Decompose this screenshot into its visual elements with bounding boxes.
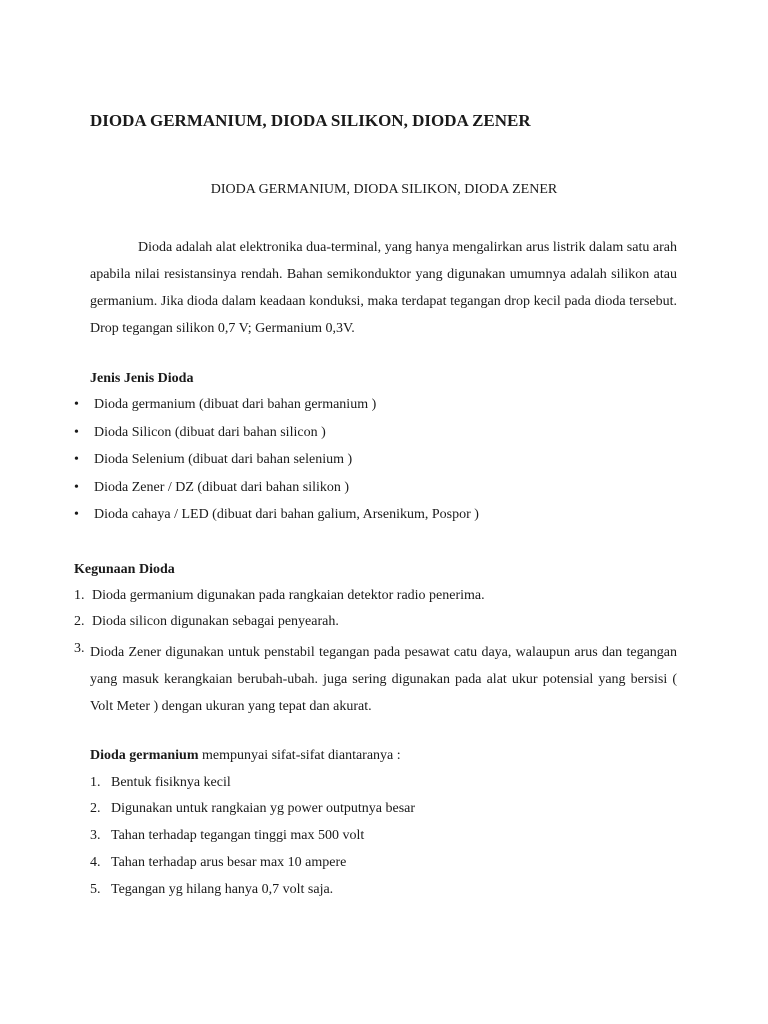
- sifat-heading: [90, 748, 401, 764]
- list-item-text: Digunakan untuk rangkaian yg power outputnya besar: [111, 801, 416, 816]
- list-number: 2.: [90, 801, 101, 816]
- list-item-text: Dioda Selenium (dibuat dari bahan selenium ): [94, 452, 353, 467]
- kegunaan-heading: Kegunaan Dioda: [74, 562, 175, 577]
- sifat-heading-bold: Dioda germanium: [90, 748, 199, 763]
- bullet-icon: •: [74, 480, 79, 495]
- list-item-text: Bentuk fisiknya kecil: [111, 775, 231, 790]
- list-number: 1.: [90, 775, 101, 790]
- list-item-text: Dioda Zener digunakan untuk penstabil tegangan pada pesawat catu daya, walaupun arus dan tegangan yang masuk kerangkaian berubah-ubah. juga sering digunakan pada alat ukur potensial yang bersisi ( Volt Meter ) dengan ukuran yang tepat dan akurat.: [90, 645, 677, 714]
- list-item-text: Tahan terhadap tegangan tinggi max 500 volt: [111, 828, 365, 843]
- document-title: DIODA GERMANIUM, DIODA SILIKON, DIODA ZENER: [90, 111, 531, 130]
- list-number: 4.: [90, 855, 101, 870]
- list-number: 1.: [74, 588, 85, 603]
- list-number: 5.: [90, 882, 101, 897]
- intro-paragraph: Dioda adalah alat elektronika dua-terminal, yang hanya mengalirkan arus listrik dalam satu arah apabila nilai resistansinya rendah. Bahan semikonduktor yang digunakan umumnya adalah silikon atau germanium. Jika dioda dalam keadaan konduksi, maka terdapat tegangan drop kecil pada dioda tersebut. Drop tegangan silikon 0,7 V; Germanium 0,3V.: [90, 240, 677, 336]
- bullet-icon: •: [74, 452, 79, 467]
- list-item-text: Dioda germanium digunakan pada rangkaian detektor radio penerima.: [92, 588, 485, 603]
- list-number: 3.: [74, 641, 85, 656]
- list-item-text: Dioda germanium (dibuat dari bahan germanium ): [94, 397, 377, 412]
- jenis-heading: Jenis Jenis Dioda: [90, 371, 194, 386]
- bullet-icon: •: [74, 507, 79, 522]
- bullet-icon: •: [74, 425, 79, 440]
- list-item-text: Dioda cahaya / LED (dibuat dari bahan galium, Arsenikum, Pospor ): [94, 507, 479, 522]
- bullet-icon: •: [74, 397, 79, 412]
- list-number: 2.: [74, 614, 85, 629]
- list-item-text: Dioda Silicon (dibuat dari bahan silicon ): [94, 425, 326, 440]
- document-subtitle: DIODA GERMANIUM, DIODA SILIKON, DIODA ZENER: [210, 182, 558, 197]
- sifat-heading-rest: mempunyai sifat-sifat diantaranya :: [198, 748, 401, 763]
- list-number: 3.: [90, 828, 101, 843]
- list-item-text: Dioda silicon digunakan sebagai penyearah.: [92, 614, 339, 629]
- list-item-text: Tahan terhadap arus besar max 10 ampere: [111, 855, 347, 870]
- list-item-text: Dioda Zener / DZ (dibuat dari bahan silikon ): [94, 480, 350, 495]
- list-item-text: Tegangan yg hilang hanya 0,7 volt saja.: [111, 882, 334, 897]
